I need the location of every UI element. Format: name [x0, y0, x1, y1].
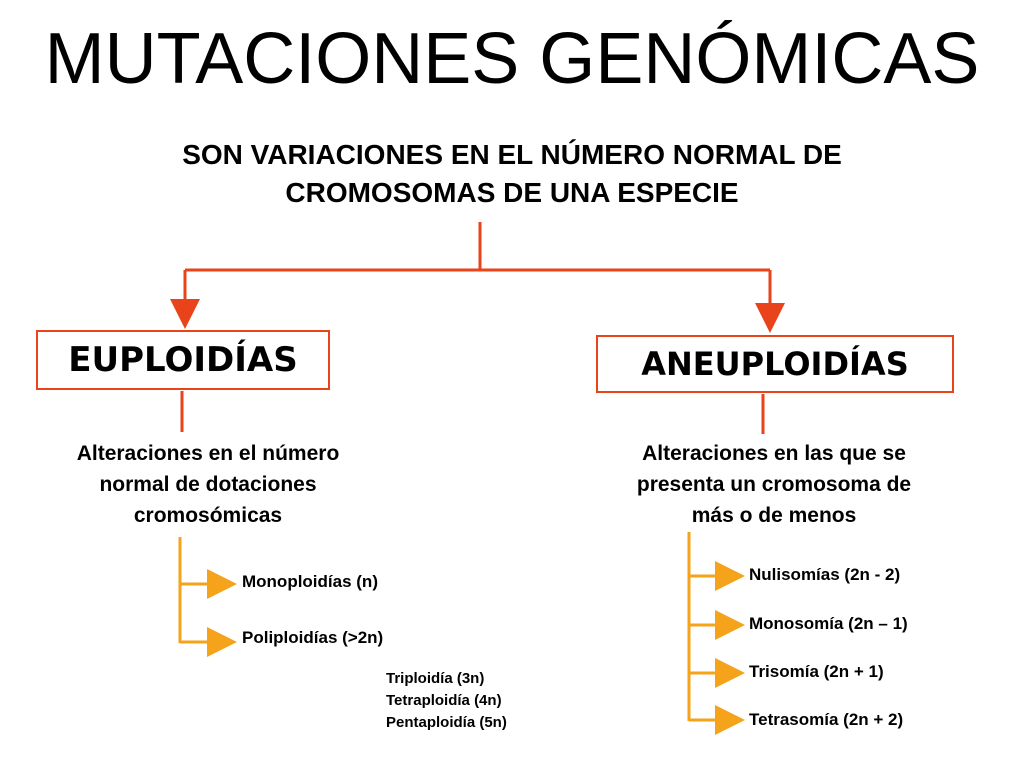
item-nulisomias: Nulisomías (2n - 2) — [749, 565, 901, 584]
aneuploidias-description — [590, 438, 958, 531]
item-monoploidias: Monoploidías (n) — [242, 572, 378, 591]
subitem-tetraploidia: Tetraploidía (4n) — [386, 692, 502, 709]
euploidias-description-line: cromosómicas — [133, 504, 283, 527]
poliploidias-subtypes — [386, 668, 507, 734]
subitem-triploidia: Triploidía (3n) — [386, 670, 485, 687]
definition-line-1: SON VARIACIONES EN EL NÚMERO NORMAL DE — [182, 139, 842, 170]
aneuploidias-description-line: Alteraciones en las que se — [642, 442, 906, 465]
item-monosomia: Monosomía (2n – 1) — [749, 614, 908, 633]
subitem-pentaploidia: Pentaploidía (5n) — [386, 714, 507, 731]
aneuploidias-description-line: más o de menos — [691, 504, 857, 527]
aneuploidias-description-line: presenta un cromosoma de — [636, 473, 912, 496]
euploidias-box: EUPLOIDÍAS — [36, 330, 330, 390]
definition-line-2: CROMOSOMAS DE UNA ESPECIE — [285, 177, 739, 208]
item-trisomia: Trisomía (2n + 1) — [749, 662, 884, 681]
item-poliploidias: Poliploidías (>2n) — [242, 628, 384, 647]
aneuploidias-box: ANEUPLOIDÍAS — [596, 335, 954, 393]
euploidias-description-line: Alteraciones en el número — [76, 442, 340, 465]
euploidias-description-line: normal de dotaciones — [99, 473, 317, 496]
item-tetrasomia: Tetrasomía (2n + 2) — [749, 710, 904, 729]
euploidias-description — [28, 438, 388, 531]
page-title: MUTACIONES GENÓMICAS — [44, 19, 980, 99]
